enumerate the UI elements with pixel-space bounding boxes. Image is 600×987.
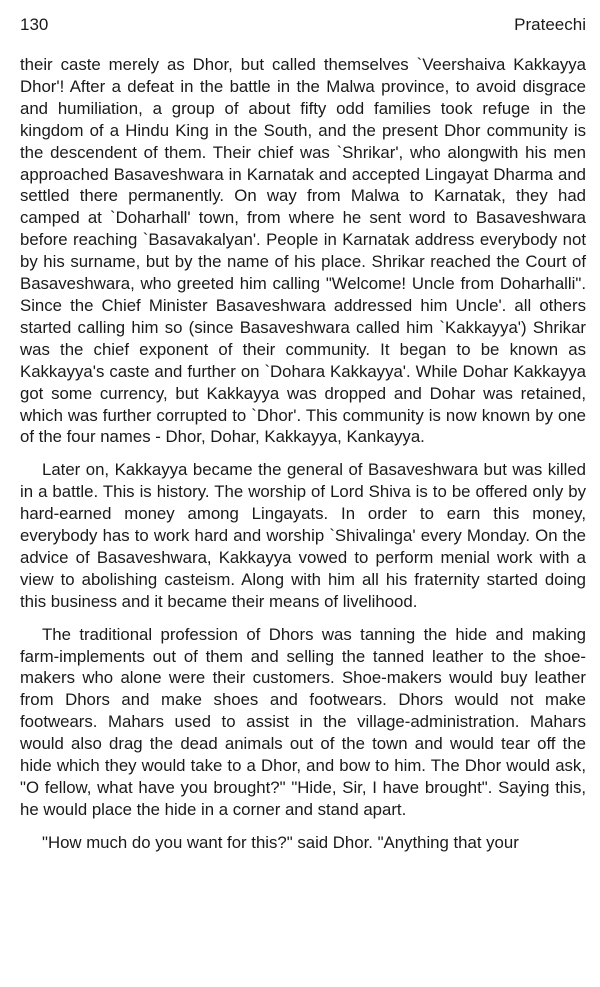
page-header bbox=[20, 14, 586, 36]
paragraph-3: The traditional profession of Dhors was tanning the hide and making farm-implements out of them and selling the tanned leather to the shoe-makers who alone were their customers. Shoe-makers would buy leather from Dhors and make shoes and footwears. Dhors would not make footwears. Mahars used to assist in the village-administration. Mahars would also drag the dead animals out of the town and would tear off the hide which they would take to a Dhor, and bow to him. The Dhor would ask, "O fellow, what have you brought?" "Hide, Sir, I have brought". Saying this, he would place the hide in a corner and stand apart. bbox=[20, 624, 586, 819]
document-page bbox=[20, 14, 586, 854]
paragraph-1: their caste merely as Dhor, but called themselves `Veershaiva Kakkayya Dhor'! After a defeat in the battle in the Malwa province, to avoid disgrace and humiliation, a group of about fifty odd families took refuge in the kingdom of a Hindu King in the South, and the present Dhor community is the descendent of them. Their chief was `Shrikar', who alongwith his men approached Basaveshwara in Karnatak and accepted Lingayat Dharma and settled there permanently. On way from Malwa to Karnatak, they had camped at `Doharhall' town, from where he sent word to Basaveshwara before reaching `Basavakalyan'. People in Karnatak address everybody not by his surname, but by the name of his place. Shrikar reached the Court of Basaveshwara, who greeted him calling "Welcome! Uncle from Doharhalli". Since the Chief Minister Basaveshwara addressed him Uncle'. all others started calling him so (since Basaveshwara called him `Kakkayya') Shrikar was the chief exponent of their community. It began to be known as Kakkayya's caste and further on `Dohara Kakkayya'. While Dohar Kakkayya got some currency, but Kakkayya was dropped and Dohar was retained, which was further corrupted to `Dhor'. This community is now known by one of the four names - Dhor, Dohar, Kakkayya, Kankayya. bbox=[20, 55, 586, 447]
running-title: Prateechi bbox=[514, 15, 586, 34]
paragraph-4: "How much do you want for this?" said Dhor. "Anything that your bbox=[42, 832, 519, 852]
page-number: 130 bbox=[20, 15, 49, 34]
paragraph-2: Later on, Kakkayya became the general of Basaveshwara but was killed in a battle. This is history. The worship of Lord Shiva is to be offered only by hard-earned money among Lingayats. In order to earn this money, everybody has to work hard and worship `Shivalinga' every Monday. On the advice of Basaveshwara, Kakkayya vowed to perform menial work with a view to abolishing casteism. Along with him all his fraternity started doing this business and it became their means of livelihood. bbox=[20, 460, 586, 611]
